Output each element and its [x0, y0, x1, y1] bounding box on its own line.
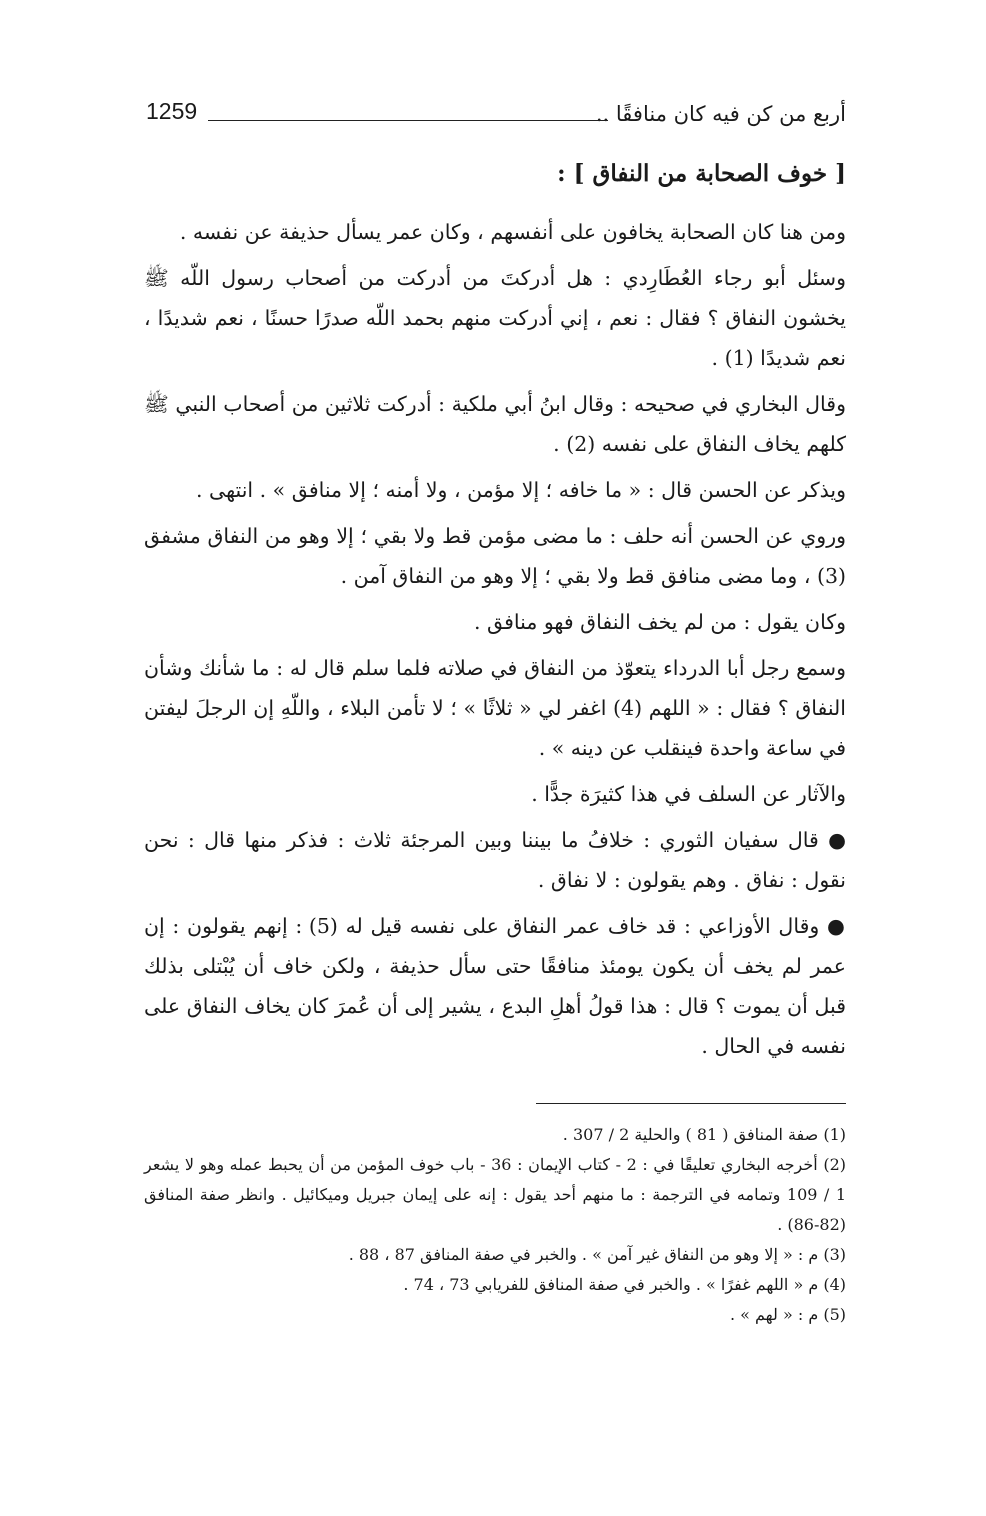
paragraph: وقال البخاري في صحيحه : وقال ابنُ أبي ملكية : أدركت ثلاثين من أصحاب النبي ﷺ كلهم يخاف النفاق على نفسه (2) . [144, 392, 846, 456]
paragraph: وسئل أبو رجاء العُطَارِدي : هل أدركتَ من أدركت من أصحاب رسول اللّه ﷺ يخشون النفاق ؟ فقال : نعم ، إني أدركت منهم بحمد اللّه صدرًا حسنًا ، نعم شديدًا ، نعم شديدًا (1) . [144, 266, 846, 370]
paragraph: ● وقال الأوزاعي : قد خاف عمر النفاق على نفسه قيل له (5) : إنهم يقولون : إن عمر لم يخف أن يكون يومئذ منافقًا حتى سأل حذيفة ، ولكن خاف أن يُبْتلى بذلك قبل أن يموت ؟ قال : هذا قولُ أهلِ البدع ، يشير إلى أن عُمرَ كان يخاف النفاق على نفسه في الحال . [144, 914, 846, 1058]
paragraph: وسمع رجل أبا الدرداء يتعوّذ من النفاق في صلاته فلما سلم قال له : ما شأنك وشأن النفاق ؟ فقال : « اللهم (4) اغفر لي « ثلاثًا » ؛ لا تأمن البلاء ، واللّهِ إن الرجلَ ليفتن في ساعة واحدة فينقلب عن دينه » . [144, 656, 846, 760]
paragraph: وكان يقول : من لم يخف النفاق فهو منافق . [473, 610, 846, 634]
footnote-separator [536, 1103, 846, 1104]
paragraph: ومن هنا كان الصحابة يخافون على أنفسهم ، وكان عمر يسأل حذيفة عن نفسه . [179, 220, 846, 244]
footnote: (5) م : « لهم » . [729, 1305, 846, 1324]
footnote: (2) أخرجه البخاري تعليقًا في : 2 - كتاب الإيمان : 36 - باب خوف المؤمن من أن يحبط عمله وهو لا يشعر 1 / 109 وتمامه في الترجمة : ما منهم أحد يقول : إنه على إيمان جبريل وميكائيل . وانظر صفة المنافق (82-86) . [144, 1155, 847, 1234]
section-heading: [ خوف الصحابة من النفاق ] : [557, 160, 846, 187]
footnote: (4) م « اللهم غفرًا » . والخبر في صفة المنافق للفريابي 73 ، 74 . [403, 1275, 846, 1294]
page-number: 1259 [146, 98, 198, 124]
footnote: (1) صفة المنافق ( 81 ) والحلية 2 / 307 . [562, 1125, 846, 1144]
running-header [146, 94, 846, 134]
paragraph: ويذكر عن الحسن قال : « ما خافه ؛ إلا مؤمن ، ولا أمنه ؛ إلا منافق » . انتهى . [195, 478, 846, 502]
header-rule [208, 120, 608, 121]
paragraph: والآثار عن السلف في هذا كثيرَة جدًّا . [531, 782, 846, 806]
body-text [144, 212, 846, 1072]
footnote: (3) م : « إلا وهو من النفاق غير آمن » . والخبر في صفة المنافق 87 ، 88 . [348, 1245, 846, 1264]
paragraph: ● قال سفيان الثوري : خلافُ ما بيننا وبين المرجئة ثلاث : فذكر منها قال : نحن نقول : نفاق . وهم يقولون : لا نفاق . [144, 828, 846, 892]
footnotes [144, 1120, 846, 1330]
paragraph: وروي عن الحسن أنه حلف : ما مضى مؤمن قط ولا بقي ؛ إلا وهو من النفاق مشفق (3) ، وما مضى منافق قط ولا بقي ؛ إلا وهو من النفاق آمن . [144, 524, 846, 588]
header-title: أربع من كن فيه كان منافقًا .. [595, 102, 846, 126]
